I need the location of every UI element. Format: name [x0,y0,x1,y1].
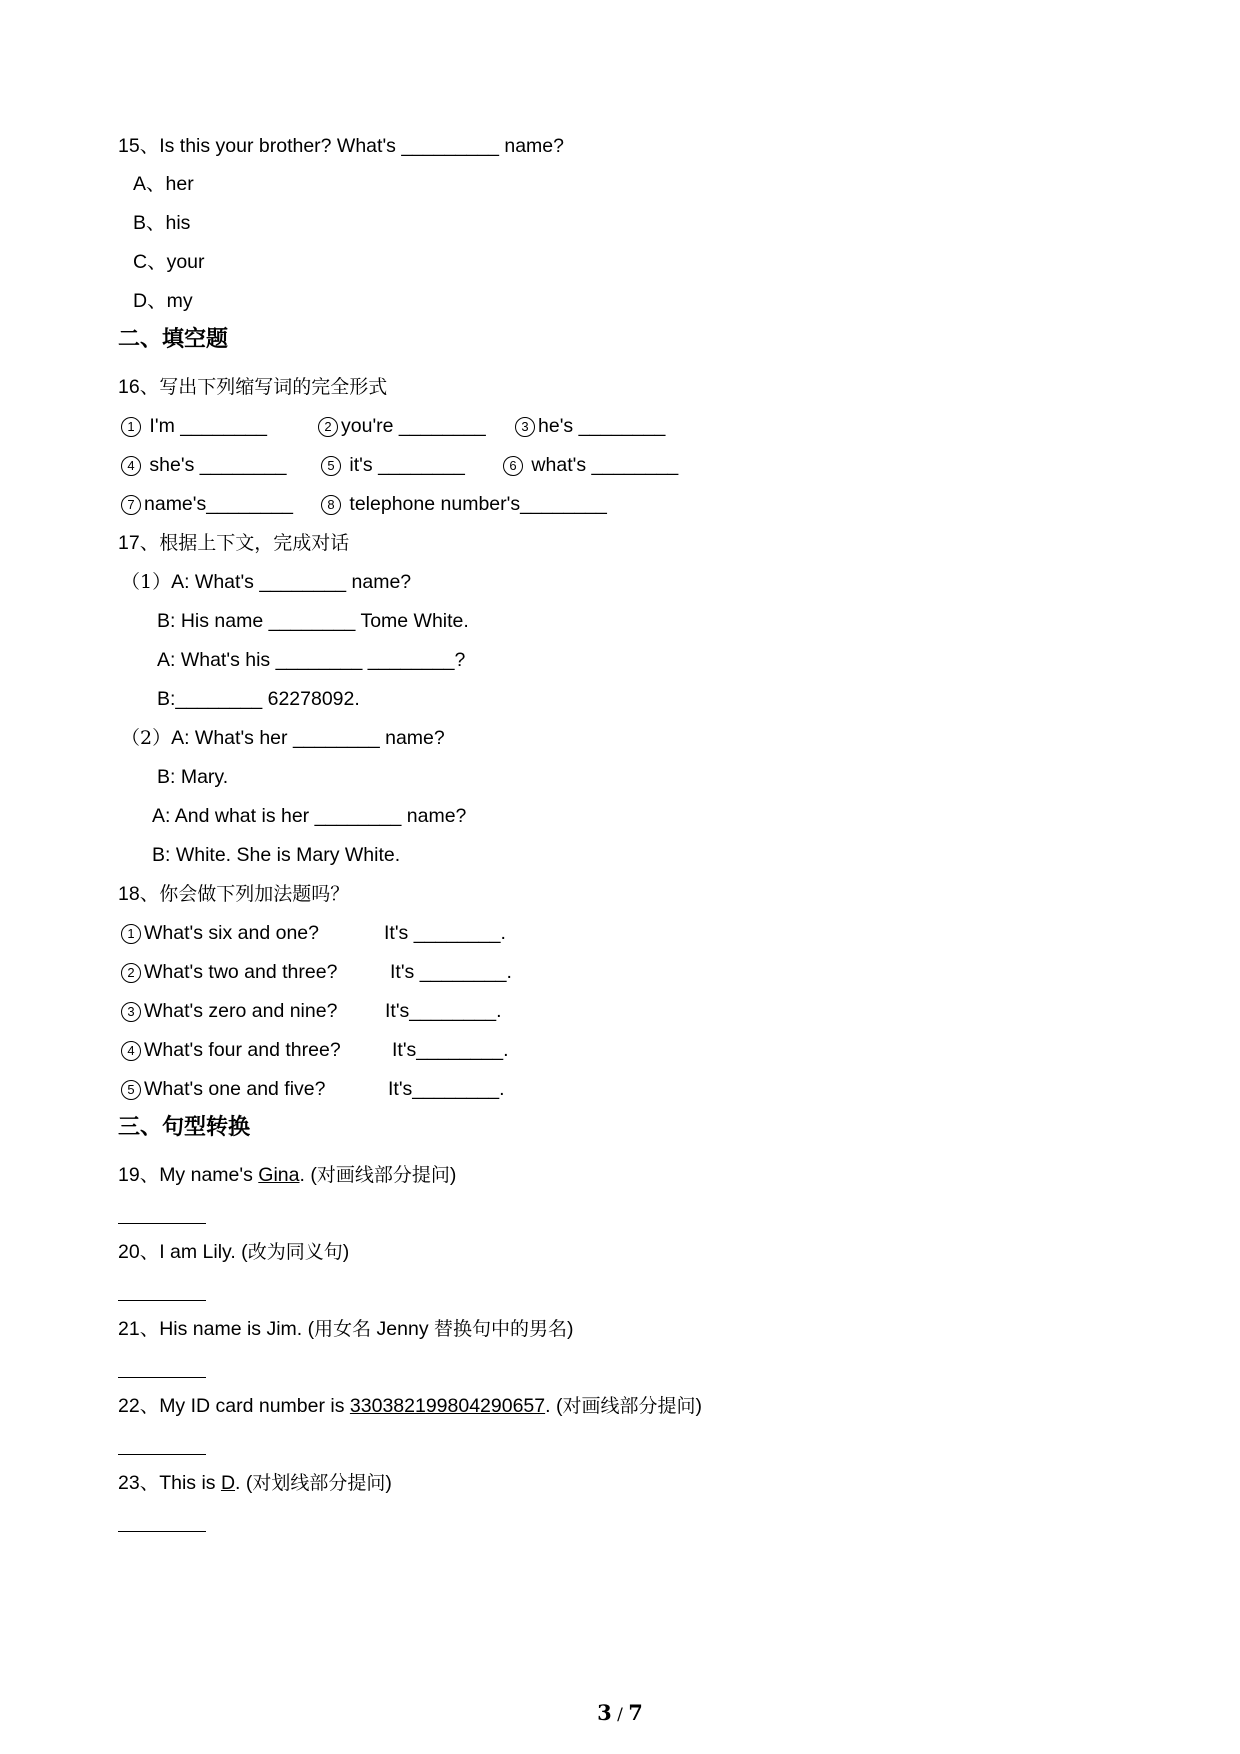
q16-item-3: 3 he's ________ [515,414,665,438]
q19-answer-line[interactable] [118,1223,206,1224]
q18-item-2-question: 2 What's two and three? [121,960,337,984]
q16-item-4: 4 she's ________ [121,453,287,477]
q20-answer-line[interactable] [118,1300,206,1301]
question-20: 20、I am Lily. (改为同义句) [118,1241,350,1263]
q16-item-2: 2 you're ________ [318,414,486,438]
q18-item-5-answer: It's________. [388,1078,505,1100]
question-23: 23、This is D. (对划线部分提问) [118,1472,392,1494]
q17-dialogue-1-line-3: A: What's his ________ ________? [157,649,466,671]
question-16-title: 16、写出下列缩写词的完全形式 [118,376,388,398]
q16-item-5: 5 it's ________ [321,453,465,477]
q15-option-c: C、your [133,251,205,273]
q23-answer-line[interactable] [118,1531,206,1532]
q17-dialogue-2-line-2: B: Mary. [157,766,229,788]
q17-dialogue-2-line-3: A: And what is her ________ name? [152,805,467,827]
q15-option-b: B、his [133,212,191,234]
q18-item-4-answer: It's________. [392,1039,509,1061]
question-22: 22、My ID card number is 330382199804290657. (对画线部分提问) [118,1395,702,1417]
q18-item-5-question: 5 What's one and five? [121,1077,326,1101]
q18-item-1-answer: It's ________. [384,922,506,944]
question-18-title: 18、你会做下列加法题吗？ [118,883,350,905]
q15-option-d: D、my [133,290,193,312]
q17-dialogue-2-line-4: B: White. She is Mary White. [152,844,401,866]
section-heading-fill-in: 二、填空题 [118,326,229,352]
q17-dialogue-2-line-1: （2）A: What's her ________ name? [121,727,445,749]
question-19: 19、My name's Gina. (对画线部分提问) [118,1164,457,1186]
q16-item-6: 6 what's ________ [503,453,678,477]
q18-item-3-answer: It's________. [385,1000,502,1022]
q18-item-4-question: 4 What's four and three? [121,1038,341,1062]
q16-item-7: 7 name's________ [121,492,293,516]
q17-dialogue-1-line-1: （1）A: What's ________ name? [121,571,412,593]
page-number: 3 / 7 [597,1700,643,1725]
question-21: 21、His name is Jim. (用女名 Jenny 替换句中的男名) [118,1318,574,1340]
q21-answer-line[interactable] [118,1377,206,1378]
q22-answer-line[interactable] [118,1454,206,1455]
question-15: 15、Is this your brother? What's _________ name? [118,135,564,157]
q16-item-8: 8 telephone number's________ [321,492,607,516]
q18-item-1-question: 1 What's six and one? [121,921,319,945]
q18-item-3-question: 3 What's zero and nine? [121,999,337,1023]
q17-dialogue-1-line-4: B:________ 62278092. [157,688,360,710]
q18-item-2-answer: It's ________. [390,961,512,983]
q16-item-1: 1 I'm ________ [121,414,267,438]
q15-option-a: A、her [133,173,194,195]
question-17-title: 17、根据上下文，完成对话 [118,532,350,554]
section-heading-sentence-transformation: 三、句型转换 [118,1114,251,1140]
q17-dialogue-1-line-2: B: His name ________ Tome White. [157,610,469,632]
